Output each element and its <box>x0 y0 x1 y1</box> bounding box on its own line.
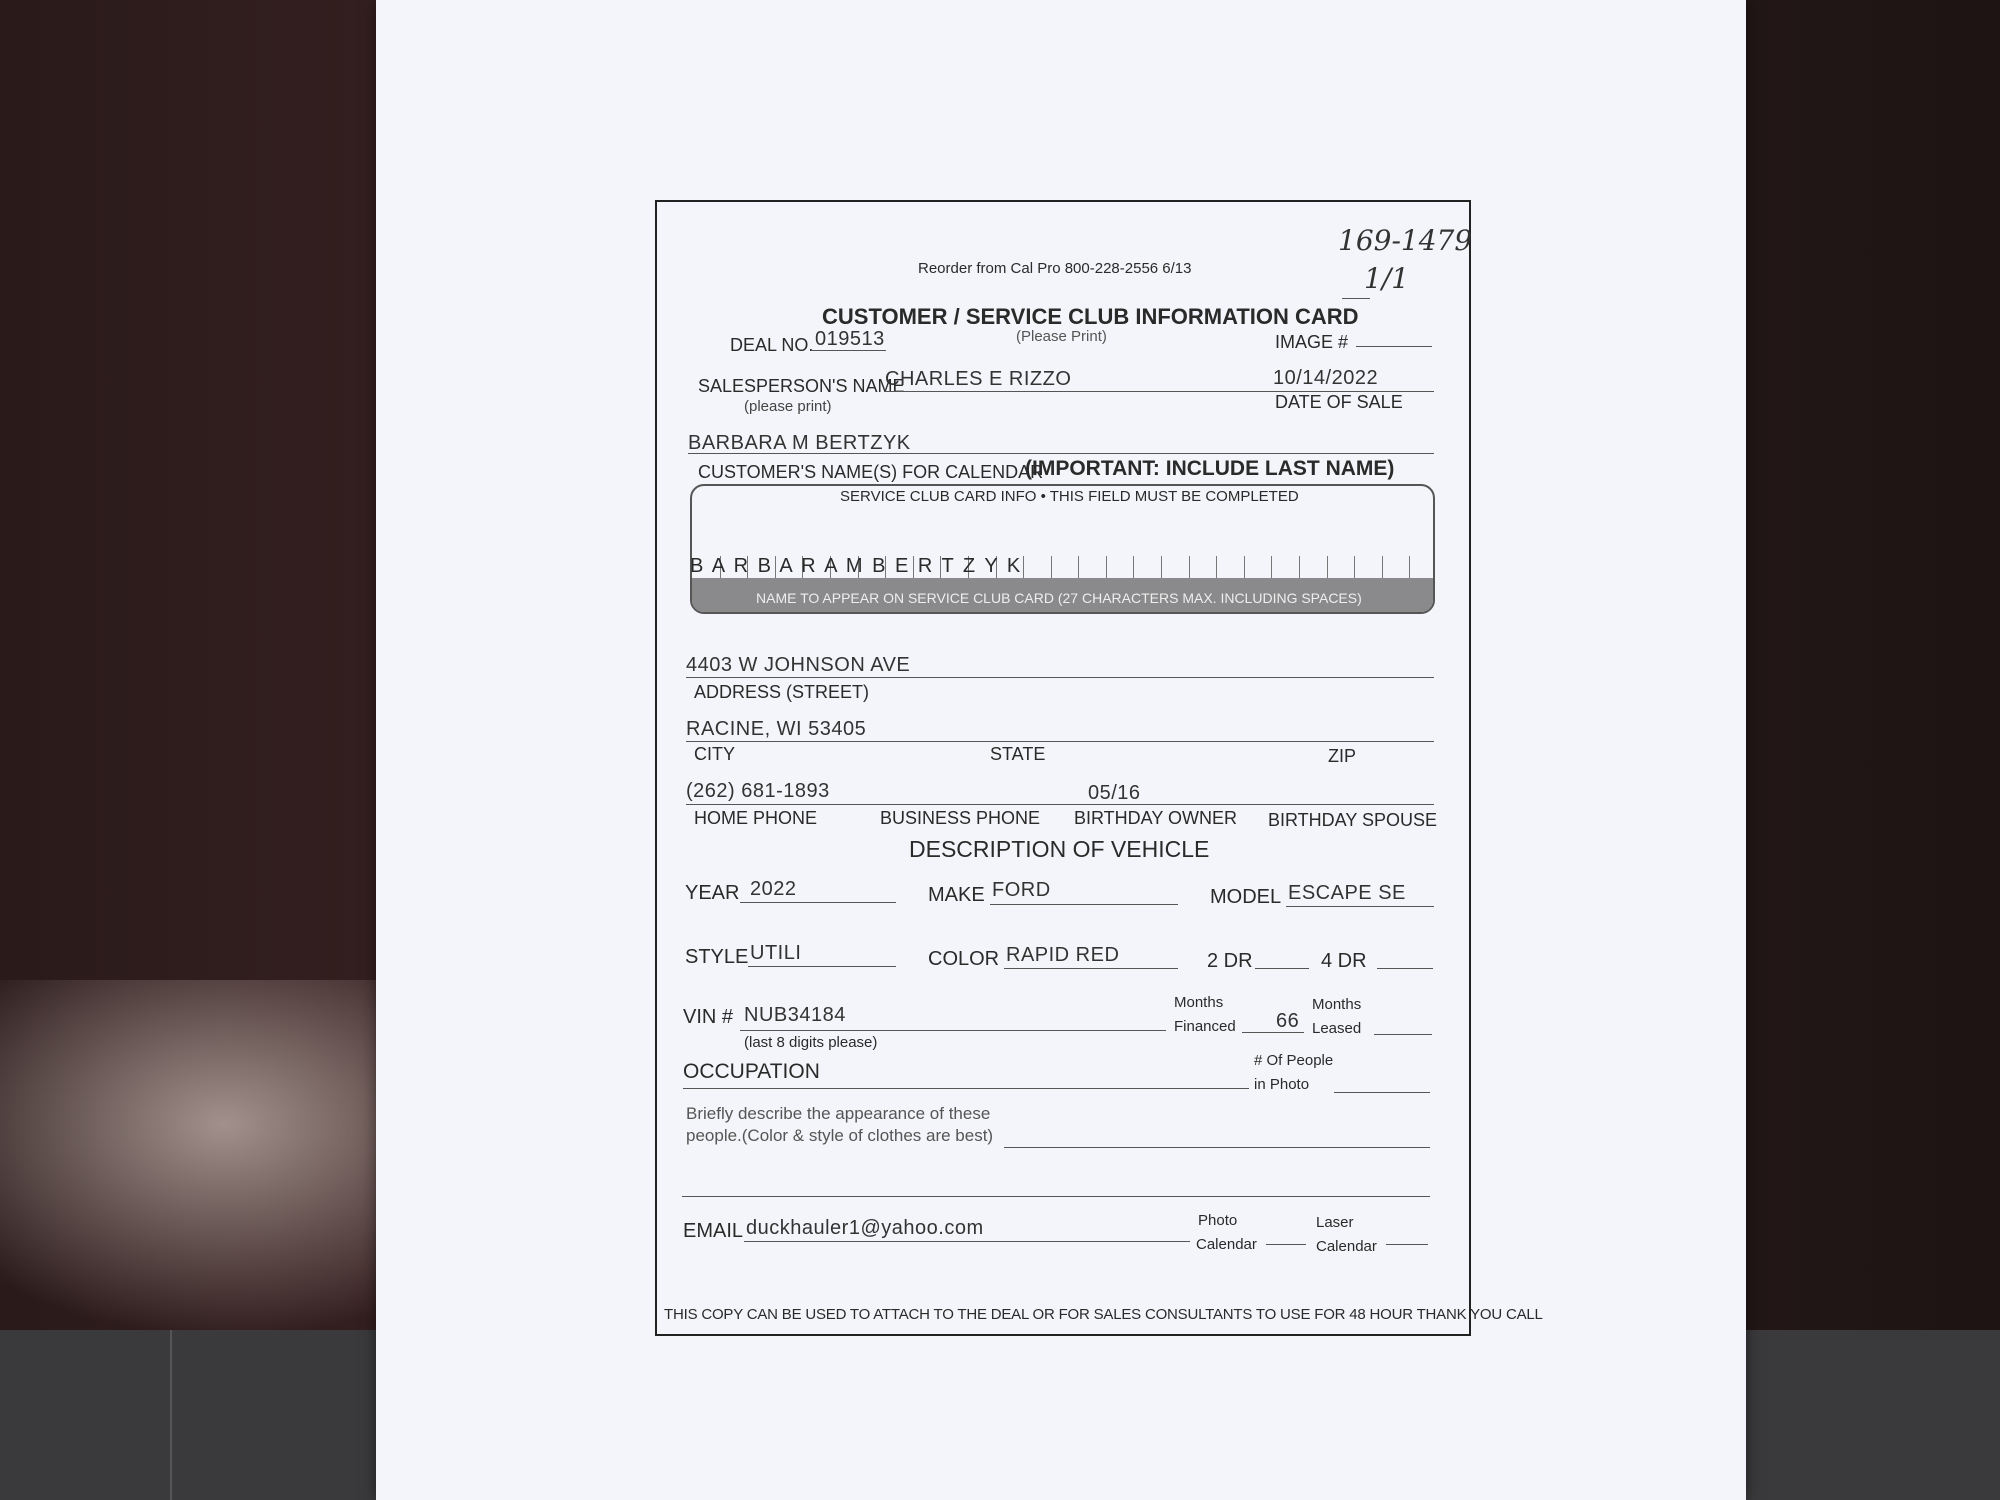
months-financed-label-1: Months <box>1174 994 1224 1011</box>
service-club-header: SERVICE CLUB CARD INFO • THIS FIELD MUST BE COMPLETED <box>840 488 1299 505</box>
vin-sub: (last 8 digits please) <box>744 1034 878 1051</box>
card-footer: THIS COPY CAN BE USED TO ATTACH TO THE DEAL OR FOR SALES CONSULTANTS TO USE FOR 48 HOUR THANK YOU CALL <box>664 1306 1543 1323</box>
address-label: ADDRESS (STREET) <box>694 682 870 702</box>
customer-names-line <box>688 453 1434 454</box>
year-line <box>740 902 896 903</box>
model-value: ESCAPE SE <box>1288 882 1406 904</box>
character-box-divider <box>1354 556 1355 578</box>
deal-no-value: 019513 <box>815 328 885 350</box>
character-box-divider <box>1078 556 1079 578</box>
reorder-text: Reorder from Cal Pro 800-228-2556 6/13 <box>918 260 1192 277</box>
salesperson-value: CHARLES E RIZZO <box>885 368 1072 390</box>
people-in-photo-label-1: # Of People <box>1254 1052 1334 1069</box>
zip-label: ZIP <box>1328 746 1357 766</box>
please-print: (Please Print) <box>1016 328 1107 345</box>
email-label: EMAIL <box>683 1220 744 1242</box>
email-value: duckhauler1@yahoo.com <box>746 1217 984 1239</box>
people-in-photo-line <box>1334 1092 1430 1093</box>
make-label: MAKE <box>928 884 985 906</box>
vehicle-section-title: DESCRIPTION OF VEHICLE <box>909 836 1210 862</box>
home-phone-value: (262) 681-1893 <box>686 780 830 802</box>
make-line <box>990 904 1178 905</box>
birthday-spouse-label: BIRTHDAY SPOUSE <box>1268 810 1438 830</box>
character-box-divider <box>1327 556 1328 578</box>
people-in-photo-label-2: in Photo <box>1254 1076 1310 1093</box>
character-box-divider <box>1133 556 1134 578</box>
style-label: STYLE <box>685 946 749 968</box>
character-box-divider <box>1382 556 1383 578</box>
date-of-sale-label: DATE OF SALE <box>1275 392 1403 412</box>
color-value: RAPID RED <box>1006 944 1120 966</box>
include-last-name-note: (IMPORTANT: INCLUDE LAST NAME) <box>1025 457 1395 480</box>
handwritten-number: 169-1479 <box>1338 224 1473 257</box>
character-box-divider <box>1161 556 1162 578</box>
address-value: 4403 W JOHNSON AVE <box>686 654 911 676</box>
laser-calendar-line <box>1386 1244 1428 1245</box>
year-value: 2022 <box>750 878 797 900</box>
card-title: CUSTOMER / SERVICE CLUB INFORMATION CARD <box>822 304 1359 329</box>
character-box-divider <box>1189 556 1190 578</box>
describe-line-2: people.(Color & style of clothes are best) <box>686 1126 994 1145</box>
salesperson-sub: (please print) <box>744 398 832 415</box>
occupation-line <box>683 1088 1249 1089</box>
city-label: CITY <box>694 744 736 764</box>
phone-line <box>686 804 1434 805</box>
model-line <box>1286 906 1434 907</box>
photo-calendar-line <box>1266 1244 1306 1245</box>
handwritten-fraction: 1/1 <box>1364 262 1410 295</box>
months-leased-line <box>1374 1034 1432 1035</box>
four-door-label: 4 DR <box>1321 950 1367 972</box>
make-value: FORD <box>992 879 1051 901</box>
character-box-divider <box>1409 556 1410 578</box>
two-door-line <box>1255 968 1309 969</box>
color-line <box>1004 968 1178 969</box>
service-club-name: B A R B A R A M B E R T Z Y K <box>690 555 1023 577</box>
floor-seam <box>170 1330 172 1500</box>
address-line <box>686 677 1434 678</box>
handwritten-underline <box>1342 298 1370 299</box>
salesperson-label: SALESPERSON'S NAME <box>698 376 905 396</box>
birthday-owner-value: 05/16 <box>1088 782 1141 804</box>
image-no-label: IMAGE # <box>1275 332 1349 352</box>
birthday-owner-label: BIRTHDAY OWNER <box>1074 808 1238 828</box>
describe-line-a <box>1004 1147 1430 1148</box>
character-box-divider <box>1216 556 1217 578</box>
model-label: MODEL <box>1210 886 1282 908</box>
deal-no-line <box>812 350 886 351</box>
photo-calendar-label-1: Photo <box>1198 1212 1238 1229</box>
customer-names-label: CUSTOMER'S NAME(S) FOR CALENDAR <box>698 462 1044 482</box>
vin-value: NUB34184 <box>744 1004 846 1026</box>
customer-names-value: BARBARA M BERTZYK <box>688 432 911 454</box>
year-label: YEAR <box>685 882 740 904</box>
vin-line <box>740 1030 1166 1031</box>
months-leased-label-1: Months <box>1312 996 1362 1013</box>
months-leased-label-2: Leased <box>1312 1020 1362 1037</box>
four-door-line <box>1377 968 1433 969</box>
style-value: UTILI <box>750 942 802 964</box>
character-box-divider <box>1244 556 1245 578</box>
months-financed-value: 66 <box>1276 1010 1300 1032</box>
color-label: COLOR <box>928 948 1000 970</box>
occupation-label: OCCUPATION <box>683 1060 820 1083</box>
character-box-divider <box>1106 556 1107 578</box>
photo-calendar-label-2: Calendar <box>1196 1236 1257 1253</box>
state-label: STATE <box>990 744 1046 764</box>
months-financed-label-2: Financed <box>1174 1018 1236 1035</box>
date-of-sale-value: 10/14/2022 <box>1273 367 1379 389</box>
city-line <box>686 741 1434 742</box>
style-line <box>748 966 896 967</box>
character-box-divider <box>1023 556 1024 578</box>
character-box-divider <box>1051 556 1052 578</box>
service-club-footer: NAME TO APPEAR ON SERVICE CLUB CARD (27 CHARACTERS MAX. INCLUDING SPACES) <box>756 590 1362 606</box>
image-no-line <box>1356 346 1432 347</box>
vin-label: VIN # <box>683 1006 734 1028</box>
home-phone-label: HOME PHONE <box>694 808 818 828</box>
describe-line-1: Briefly describe the appearance of these <box>686 1104 991 1123</box>
email-line <box>744 1241 1190 1242</box>
character-box-divider <box>1271 556 1272 578</box>
character-box-divider <box>1299 556 1300 578</box>
two-door-label: 2 DR <box>1207 950 1253 972</box>
laser-calendar-label-1: Laser <box>1316 1214 1354 1231</box>
city-value: RACINE, WI 53405 <box>686 718 867 740</box>
months-financed-line <box>1242 1032 1304 1033</box>
laser-calendar-label-2: Calendar <box>1316 1238 1377 1255</box>
deal-no-label: DEAL NO. <box>730 335 814 355</box>
business-phone-label: BUSINESS PHONE <box>880 808 1041 828</box>
describe-line-b <box>682 1196 1430 1197</box>
